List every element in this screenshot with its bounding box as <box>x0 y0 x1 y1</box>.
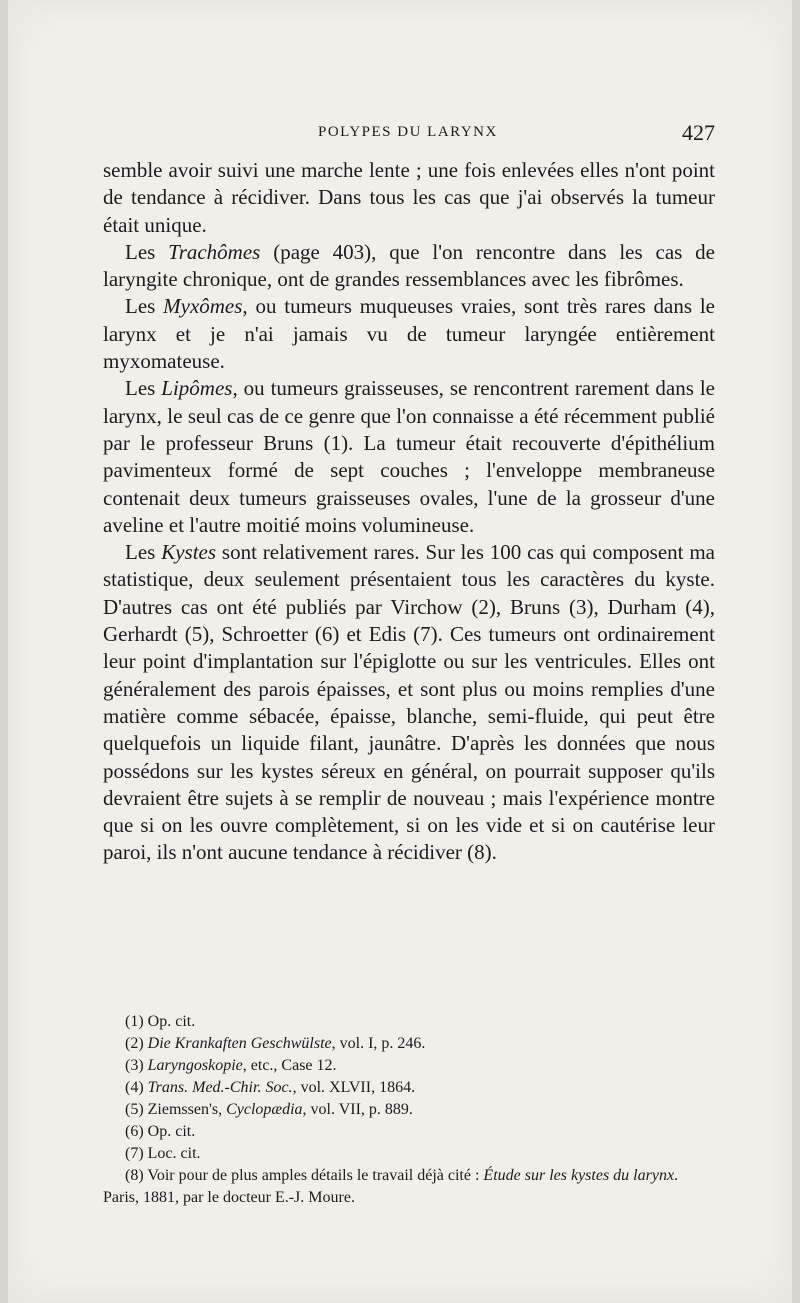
paragraph: semble avoir suivi une marche lente ; une fois enlevées elles n'ont point de tendance à récidiver. Dans tous les cas que j'ai observés la tumeur était unique. <box>103 158 715 237</box>
footnote: (8) Voir pour de plus amples détails le travail déjà cité : Étude sur les kystes du larynx. Paris, 1881, par le docteur E.-J. Moure. <box>103 1167 679 1206</box>
footnote: (5) Ziemssen's, Cyclopædia, vol. VII, p. 889. <box>125 1101 413 1118</box>
italic-term: Cyclopædia <box>226 1101 303 1118</box>
italic-term: Trans. Med.-Chir. Soc. <box>147 1079 293 1096</box>
page-header <box>103 120 715 150</box>
italic-term: Myxômes <box>163 294 243 319</box>
book-page <box>8 0 792 1303</box>
italic-term: Kystes <box>161 540 217 565</box>
italic-term: Étude sur les kystes du larynx <box>483 1167 675 1184</box>
footnote: (2) Die Krankaften Geschwülste, vol. I, p. 246. <box>125 1035 426 1052</box>
footnote: (7) Loc. cit. <box>125 1145 201 1162</box>
footnote: (4) Trans. Med.-Chir. Soc., vol. XLVII, 1864. <box>125 1079 416 1096</box>
body-text <box>103 157 715 867</box>
footnote: (1) Op. cit. <box>125 1013 196 1030</box>
page-number: 427 <box>682 120 715 145</box>
footnote: (3) Laryngoskopie, etc., Case 12. <box>125 1057 337 1074</box>
footnotes <box>103 1011 715 1209</box>
paragraph: Les Kystes sont relativement rares. Sur les 100 cas qui composent ma statistique, deux seulement présentaient tous les caractères du kyste. D'autres cas ont été publiés par Virchow (2), Bruns (3), Durham (4), Gerhardt (5), Schroetter (6) et Edis (7). Ces tumeurs ont ordinairement leur point d'implantation sur l'épiglotte ou sur les ventricules. Elles ont généralement des parois épaisses, et sont plus ou moins remplies d'une matière comme sébacée, épaisse, blanche, semi-fluide, qui peut être quelquefois un liquide filant, jaunâtre. D'après les données que nous possédons sur les kystes séreux en général, on pourrait supposer qu'ils devraient être sujets à se remplir de nouveau ; mais l'expérience montre que si on les ouvre complètement, si on les vide et si on cautérise leur paroi, ils n'ont aucune tendance à récidiver (8). <box>103 540 716 865</box>
running-title: POLYPES DU LARYNX <box>318 124 498 140</box>
paragraph: Les Lipômes, ou tumeurs graisseuses, se rencontrent rarement dans le larynx, le seul cas de ce genre que l'on connaisse a été récemment publié par le professeur Bruns (1). La tumeur était recouverte d'épithélium pavimenteux formé de sept couches ; l'enveloppe membraneuse contenait deux tumeurs graisseuses ovales, l'une de la grosseur d'une aveline et l'autre moitié moins volumineuse. <box>103 376 715 537</box>
paragraph: Les Trachômes (page 403), que l'on rencontre dans les cas de laryngite chronique, ont de grandes ressemblances avec les fibrômes. <box>103 239 715 292</box>
footnote: (6) Op. cit. <box>125 1123 196 1140</box>
italic-term: Trachômes <box>168 239 261 264</box>
italic-term: Lipômes <box>161 376 233 401</box>
paragraph: Les Myxômes, ou tumeurs muqueuses vraies, sont très rares dans le larynx et je n'ai jamais vu de tumeur laryngée entièrement myxomateuse. <box>103 294 715 374</box>
italic-term: Laryngoskopie <box>147 1057 243 1074</box>
italic-term: Die Krankaften Geschwülste <box>147 1035 332 1052</box>
